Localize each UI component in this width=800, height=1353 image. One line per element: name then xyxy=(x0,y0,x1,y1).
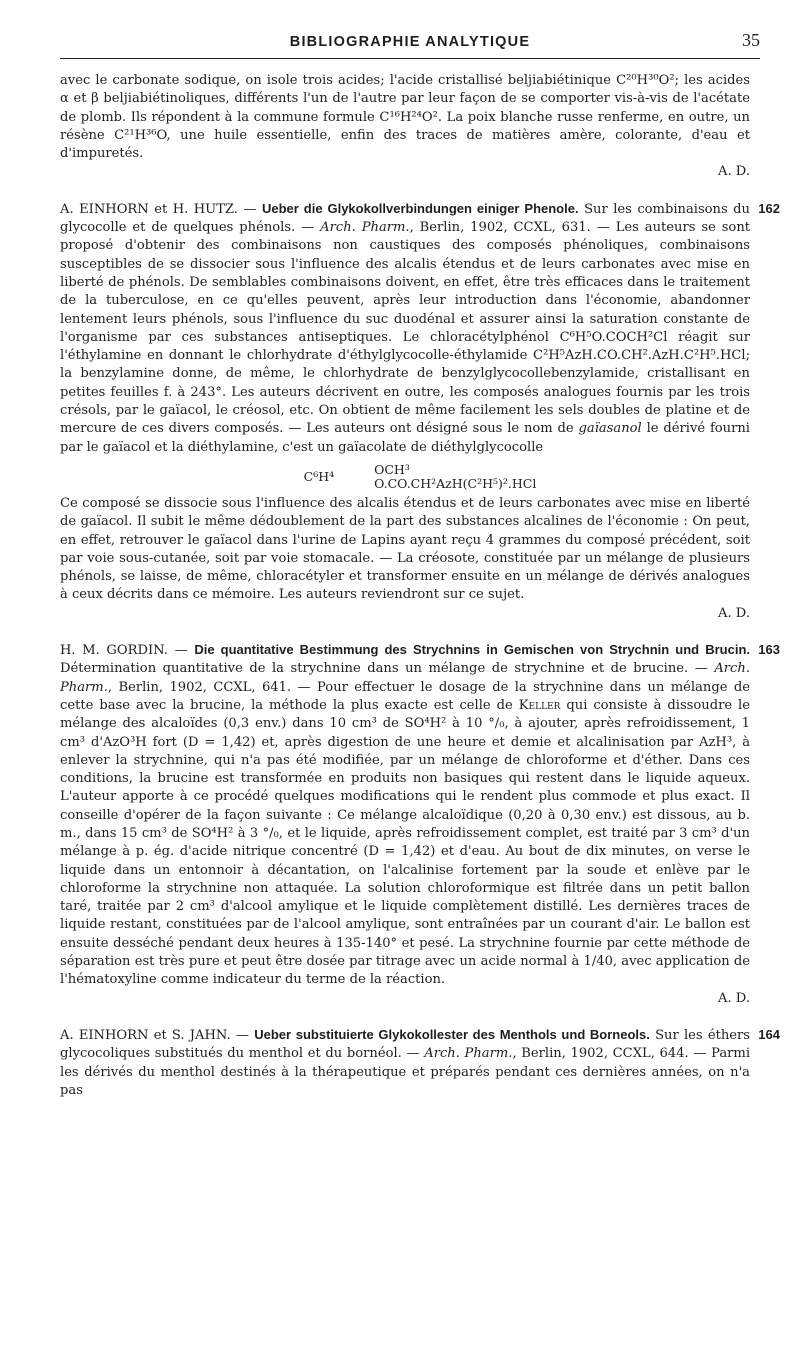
entry-text xyxy=(60,641,780,990)
entry-body: Parmi les dérivés du menthol destinés à la thérapeutique et préparés pendant ces dernières années, on n'a pas xyxy=(60,1046,751,1098)
intro-text: avec le carbonate sodique, on isole trois acides; l'acide cristallisé beljiabiétinique C²⁰H³⁰O²; les acides α et β beljiabiétinoliques, différents l'un de l'autre par leur façon de se comporter vis-à-vis de l'acétate de plomb. Ils répondent à la commune formule C¹⁶H²⁴O². La poix blanche russe renferme, en outre, un résène C²¹H³⁶O, une huile essentielle, enfin des traces de matières amère, colorante, d'eau et d'impuretés. xyxy=(60,73,750,162)
running-header xyxy=(60,30,760,59)
entry-body-2: Ce composé se dissocie sous l'influence des alcalis étendus et de leurs carbonates avec mise en liberté de gaïacol. Il subit le même dédoublement de la part des substances alcalines de l'économie : On peut, en effet, retrouver le gaïacol dans l'urine de Lapins ayant reçu 4 grammes du composé précédent, soit par voie sous-cutanée, soit par voie stomacale. — La créosote, constituée par un mélange de plusieurs phénols, se laisse, de même, chloracétyler et transformer ensuite en un mélange de dérivés analogues à ceux décrits dans ce mémoire. Les auteurs reviendront sur ce sujet. xyxy=(60,495,750,603)
entry-source-details: , Berlin, 1902, CCXL, 641. — xyxy=(107,679,318,695)
entry-title: Die quantitative Bestimmung des Strychnins in Gemischen von Strychnin und Brucin. xyxy=(194,642,750,658)
running-title: BIBLIOGRAPHIE ANALYTIQUE xyxy=(289,34,531,50)
intro-signature: A. D. xyxy=(718,164,750,180)
formula-core: C⁶H⁴ xyxy=(303,468,335,484)
entry-source-details: , Berlin, 1902, CCXL, 631. — xyxy=(409,220,616,236)
formula-branches xyxy=(334,463,536,491)
entry-authors: H. M. GORDIN. — xyxy=(60,643,195,659)
formula-top: OCH³ xyxy=(374,461,410,477)
entry-named-term: gaïasanol xyxy=(578,421,642,437)
entry-keller: Keller xyxy=(518,697,561,713)
entry-translation: Détermination quantitative de la strychnine dans un mélange de strychnine et de brucine. — xyxy=(60,661,715,677)
entry-title: Ueber die Glykokollverbindungen einiger Phenole. xyxy=(262,200,579,216)
page-body xyxy=(60,72,780,1100)
entry-text xyxy=(60,1026,780,1100)
chemical-formula xyxy=(60,463,780,491)
formula-bottom: O.CO.CH²AzH(C²H⁵)².HCl xyxy=(374,475,537,491)
entry-translation: Sur les combinaisons du glycocolle et de quelques phénols. — xyxy=(60,201,750,236)
entry-title: Ueber substituierte Glykokollester des Menthols und Borneols. xyxy=(254,1026,650,1042)
page-number: 35 xyxy=(742,30,760,50)
entry-164 xyxy=(60,1026,780,1100)
entry-source: Arch. Pharm. xyxy=(320,220,410,236)
entry-text xyxy=(60,200,780,457)
entry-signature: A. D. xyxy=(718,990,750,1006)
entry-number: 163 xyxy=(758,642,780,658)
entry-body-a: Pour effectuer le dosage de la strychnine dans un mélange de cette base avec la brucine, la méthode la plus exacte est celle de xyxy=(60,679,751,713)
intro-paragraph xyxy=(60,72,780,182)
entry-authors: A. EINHORN et H. HUTZ. — xyxy=(60,201,262,217)
entry-body-b: qui consiste à dissoudre le mélange des alcaloïdes (0,3 env.) dans 10 cm³ de SO⁴H² à 10 °/₀, à ajouter, après refroidissement, 1 cm³ d'AzO³H fort (D = 1,42) et, après digestion de une heure et demie et alcalinisation par AzH³, à enlever la strychnine, qui n'a pas été modifiée, par un mélange de chloroforme et d'éther. Dans ces conditions, la brucine est transformée en produits non basiques qui restent dans le liquide aqueux. L'auteur apporte à ce procédé quelques modifications qui le rendent plus commode et plus exact. Il conseille d'opérer de la façon suivante : Ce mélange alcaloïdique (0,20 à 0,30 env.) est dissous, au b. m., dans 15 cm³ de SO⁴H² à 3 °/₀, et le liquide, après refroidissement complet, est traité par 3 cm³ d'un mélange à p. ég. d'acide nitrique concentré (D = 1,42) et d'eau. Au bout de dix minutes, on verse le liquide dans un entonnoir à décantation, on l'alcalinise fortement par la soude et enlève par le chloroforme la strychnine non attaquée. La solution chloroformique est filtrée dans un petit ballon taré, traitée par 2 cm³ d'alcool amylique et le liquide complètement distillé. Les dernières traces de liquide restant, constituées par de l'alcool amylique, sont entraînées par un courant d'air. Le ballon est ensuite desséché pendant deux heures à 135-140° et pesé. La strychnine fournie par cette méthode de séparation est très pure et peut être dosée par titrage avec un acide normal à 1/40, avec application de l'hématoxyline comme indicateur du terme de la réaction. xyxy=(60,697,750,988)
entry-signature: A. D. xyxy=(718,605,750,621)
entry-authors: A. EINHORN et S. JAHN. — xyxy=(60,1027,255,1043)
entry-source: Arch. Pharm. xyxy=(60,661,750,695)
entry-number: 162 xyxy=(758,200,780,216)
entry-number: 164 xyxy=(758,1026,780,1042)
entry-translation: Sur les éthers glycocoliques substitués du menthol et du bornéol. — xyxy=(60,1027,750,1062)
entry-163 xyxy=(60,641,780,1008)
entry-source-details: , Berlin, 1902, CCXL, 644. — xyxy=(512,1046,712,1062)
entry-body-end: le dérivé fourni par le gaïacol et la diéthylamine, c'est un gaïacolate de diéthylglycocolle xyxy=(60,421,750,455)
entry-source: Arch. Pharm. xyxy=(424,1046,513,1062)
entry-body: Les auteurs se sont proposé d'obtenir des combinaisons non caustiques des composés phénoliques, combinaisons susceptibles de se dissocier sous l'influence des alcalis étendus et de leurs carbonates avec mise en liberté de phénols. De semblables combinaisons doivent, en effet, être très efficaces dans le traitement de la tuberculose, en ce qu'elles peuvent, après leur introduction dans l'économie, abandonner lentement leurs phénols, sous l'influence du suc duodénal et assurer ainsi la saturation constante de l'organisme par ces substances antiseptiques. Le chloracétylphénol C⁶H⁵O.COCH²Cl réagit sur l'éthylamine en donnant le chlorhydrate d'éthylglycocolle-éthylamide C²H⁵AzH.CO.CH².AzH.C²H⁵.HCl; la benzylamine donne, de même, le chlorhydrate de benzylglycocollebenzylamide, cristallisant en petites feuilles f. à 243°. Les auteurs décrivent en outre, les composés analogues fournis par les trois crésols, par le gaïacol, le créosol, etc. On obtient de même facilement les sels doubles de platine et de mercure de ces divers composés. — Les auteurs ont désigné sous le nom de xyxy=(60,220,751,437)
entry-162 xyxy=(60,200,780,623)
